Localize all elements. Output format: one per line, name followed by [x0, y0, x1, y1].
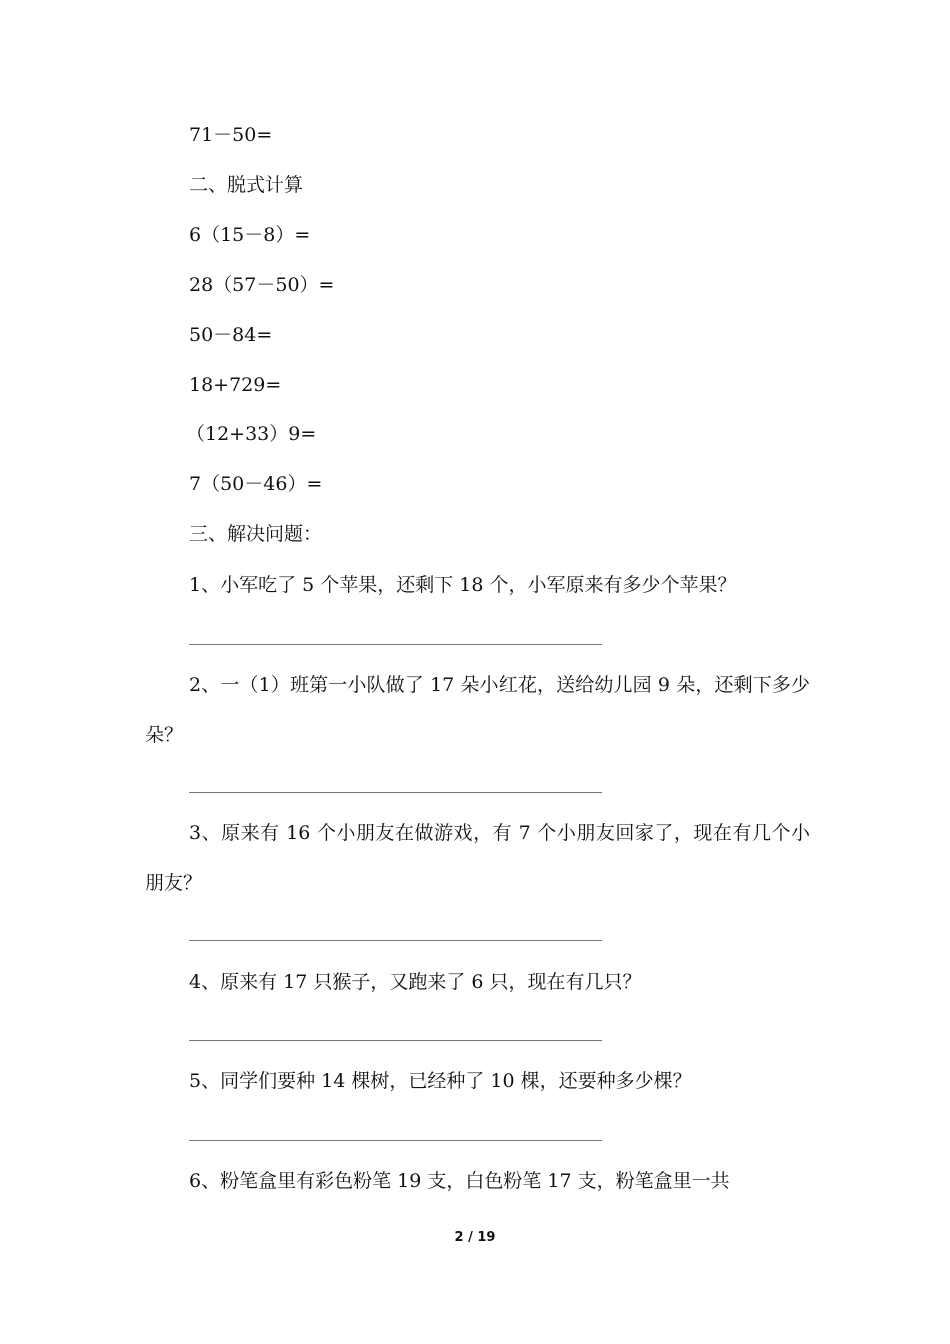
word-problem: 1、小军吃了 5 个苹果，还剩下 18 个，小军原来有多少个苹果？: [189, 574, 737, 596]
answer-line: [189, 792, 602, 793]
section-heading-2: 二、脱式计算: [189, 174, 304, 196]
section-heading-3: 三、解决问题：: [189, 523, 323, 545]
answer-line: [189, 1040, 602, 1041]
word-problem: 4、原来有 17 只猴子，又跑来了 6 只，现在有几只？: [189, 971, 642, 993]
calc-item: 28（57－50）=: [189, 274, 335, 296]
answer-line: [189, 644, 602, 645]
word-problem: 5、同学们要种 14 棵树，已经种了 10 棵，还要种多少棵？: [189, 1070, 692, 1092]
calc-item: 7（50－46）=: [189, 473, 323, 495]
word-problem: 6、粉笔盒里有彩色粉笔 19 支，白色粉笔 17 支，粉笔盒里一共: [189, 1170, 730, 1192]
calc-item: 50－84=: [189, 324, 273, 346]
calc-item: 71－50=: [189, 124, 273, 146]
word-problem: 3、原来有 16 个小朋友在做游戏，有 7 个小朋友回家了，现在有几个小朋友？: [145, 822, 810, 894]
calc-item: 18+729=: [189, 374, 282, 396]
answer-line: [189, 1140, 602, 1141]
answer-line: [189, 940, 602, 941]
word-problem: 2、一（1）班第一小队做了 17 朵小红花，送给幼儿园 9 朵，还剩下多少朵？: [145, 674, 810, 746]
calc-item: 6（15－8）=: [189, 224, 311, 246]
calc-item: （12+33）9=: [186, 423, 317, 445]
page-number: 2 / 19: [454, 1230, 496, 1245]
